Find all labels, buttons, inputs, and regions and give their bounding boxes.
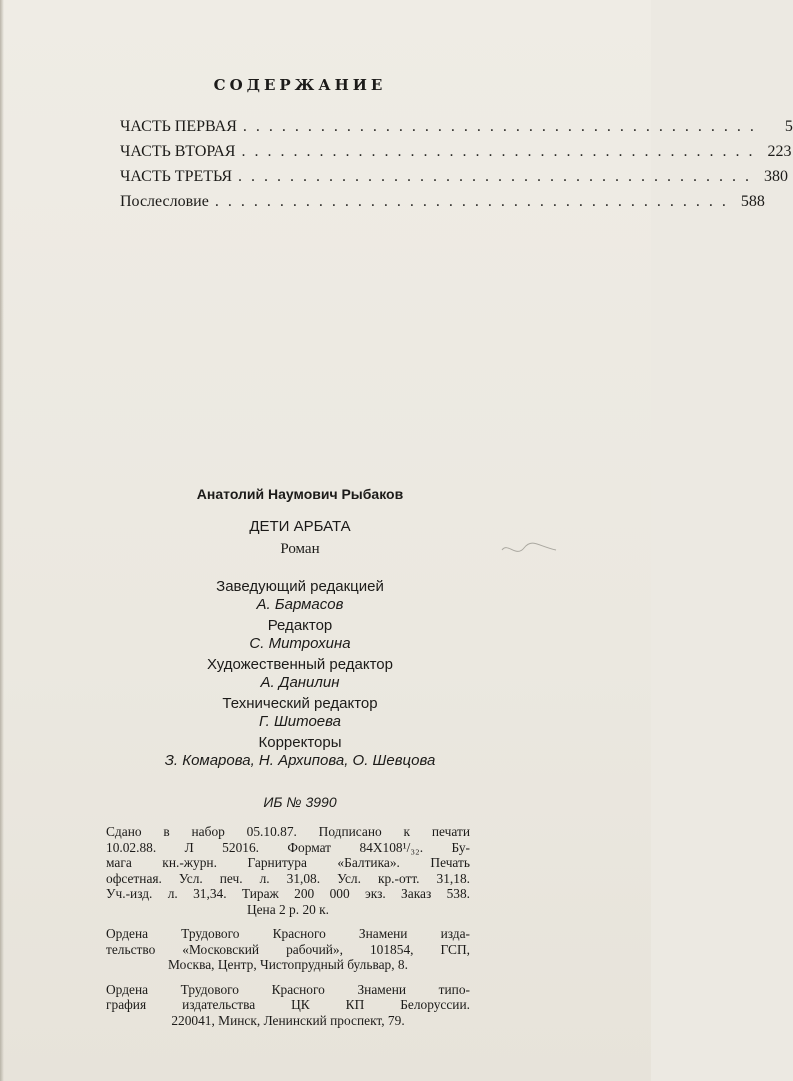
credit-names: А. Бармасов	[256, 596, 344, 613]
toc-row	[120, 193, 765, 218]
table-of-contents	[120, 118, 793, 218]
publisher-line: Москва, Центр, Чистопрудный бульвар, 8.	[168, 957, 408, 972]
printer-line: графия издательства ЦК КП Белоруссии.	[106, 997, 470, 1012]
toc-leader-dots: ........................................	[242, 118, 763, 135]
toc-leader-dots: ........................................	[241, 143, 762, 160]
printer-line: Ордена Трудового Красного Знамени типо-	[106, 981, 470, 997]
toc-label: ЧАСТЬ ТРЕТЬЯ	[120, 168, 233, 185]
print-details-line: Сдано в набор 05.10.87. Подписано к печати	[106, 824, 470, 839]
credit-role: Редактор	[267, 617, 333, 634]
toc-row	[120, 143, 792, 168]
publisher-info	[106, 926, 470, 973]
toc-page-number: 588	[740, 193, 765, 210]
colophon	[100, 486, 500, 1037]
credit-names: А. Данилин	[260, 674, 340, 691]
print-details-line: офсетная. Усл. печ. л. 31,08. Усл. кр.-отт. 31,18.	[106, 870, 470, 886]
print-details-line: мага кн.-журн. Гарнитура «Балтика». Печать	[106, 855, 470, 870]
page-binding-edge	[0, 0, 4, 1081]
book-genre: Роман	[280, 541, 320, 557]
toc-title: СОДЕРЖАНИЕ	[213, 76, 387, 94]
toc-label: ЧАСТЬ ВТОРАЯ	[120, 143, 236, 160]
toc-page-number: 380	[764, 168, 789, 185]
credit-names: Г. Шитоева	[259, 713, 341, 730]
publisher-line: Ордена Трудового Красного Знамени изда-	[106, 926, 470, 941]
pencil-mark-icon	[498, 528, 562, 568]
printer-info	[106, 982, 470, 1029]
toc-page-number: 223	[767, 143, 792, 160]
toc-leader-dots: ........................................	[214, 193, 735, 210]
credit-names: С. Митрохина	[249, 635, 351, 652]
print-details	[106, 824, 470, 917]
toc-page-number: 5	[784, 118, 793, 135]
credit-entry	[100, 656, 500, 692]
book-title: ДЕТИ АРБАТА	[249, 518, 351, 535]
publisher-line: тельство «Московский рабочий», 101854, ГСП,	[106, 941, 470, 957]
print-details-line: 10.02.88. Л 52016. Формат 84Х108¹/₃₂. Бу-	[106, 839, 470, 855]
credit-entry	[100, 578, 500, 614]
printer-line: 220041, Минск, Ленинский проспект, 79.	[171, 1012, 405, 1028]
credit-role: Технический редактор	[222, 695, 378, 712]
credit-role: Художественный редактор	[207, 656, 393, 673]
author-name: Анатолий Наумович Рыбаков	[196, 486, 404, 502]
toc-row	[120, 118, 793, 143]
credit-role: Заведующий редакцией	[216, 578, 384, 595]
toc-leader-dots: ........................................	[238, 168, 759, 185]
credit-entry	[100, 695, 500, 731]
price-line: Цена 2 р. 20 к.	[246, 901, 330, 917]
toc-row	[120, 168, 789, 193]
credit-role: Корректоры	[258, 734, 342, 751]
print-details-line: Уч.-изд. л. 31,34. Тираж 200 000 экз. Заказ 538.	[106, 886, 470, 901]
credit-entry	[100, 734, 500, 770]
ib-number: ИБ № 3990	[263, 794, 337, 810]
toc-label: ЧАСТЬ ПЕРВАЯ	[120, 118, 237, 135]
credit-entry	[100, 617, 500, 653]
credit-names: З. Комарова, Н. Архипова, О. Шевцова	[164, 752, 436, 769]
toc-label: Послесловие	[120, 193, 209, 210]
